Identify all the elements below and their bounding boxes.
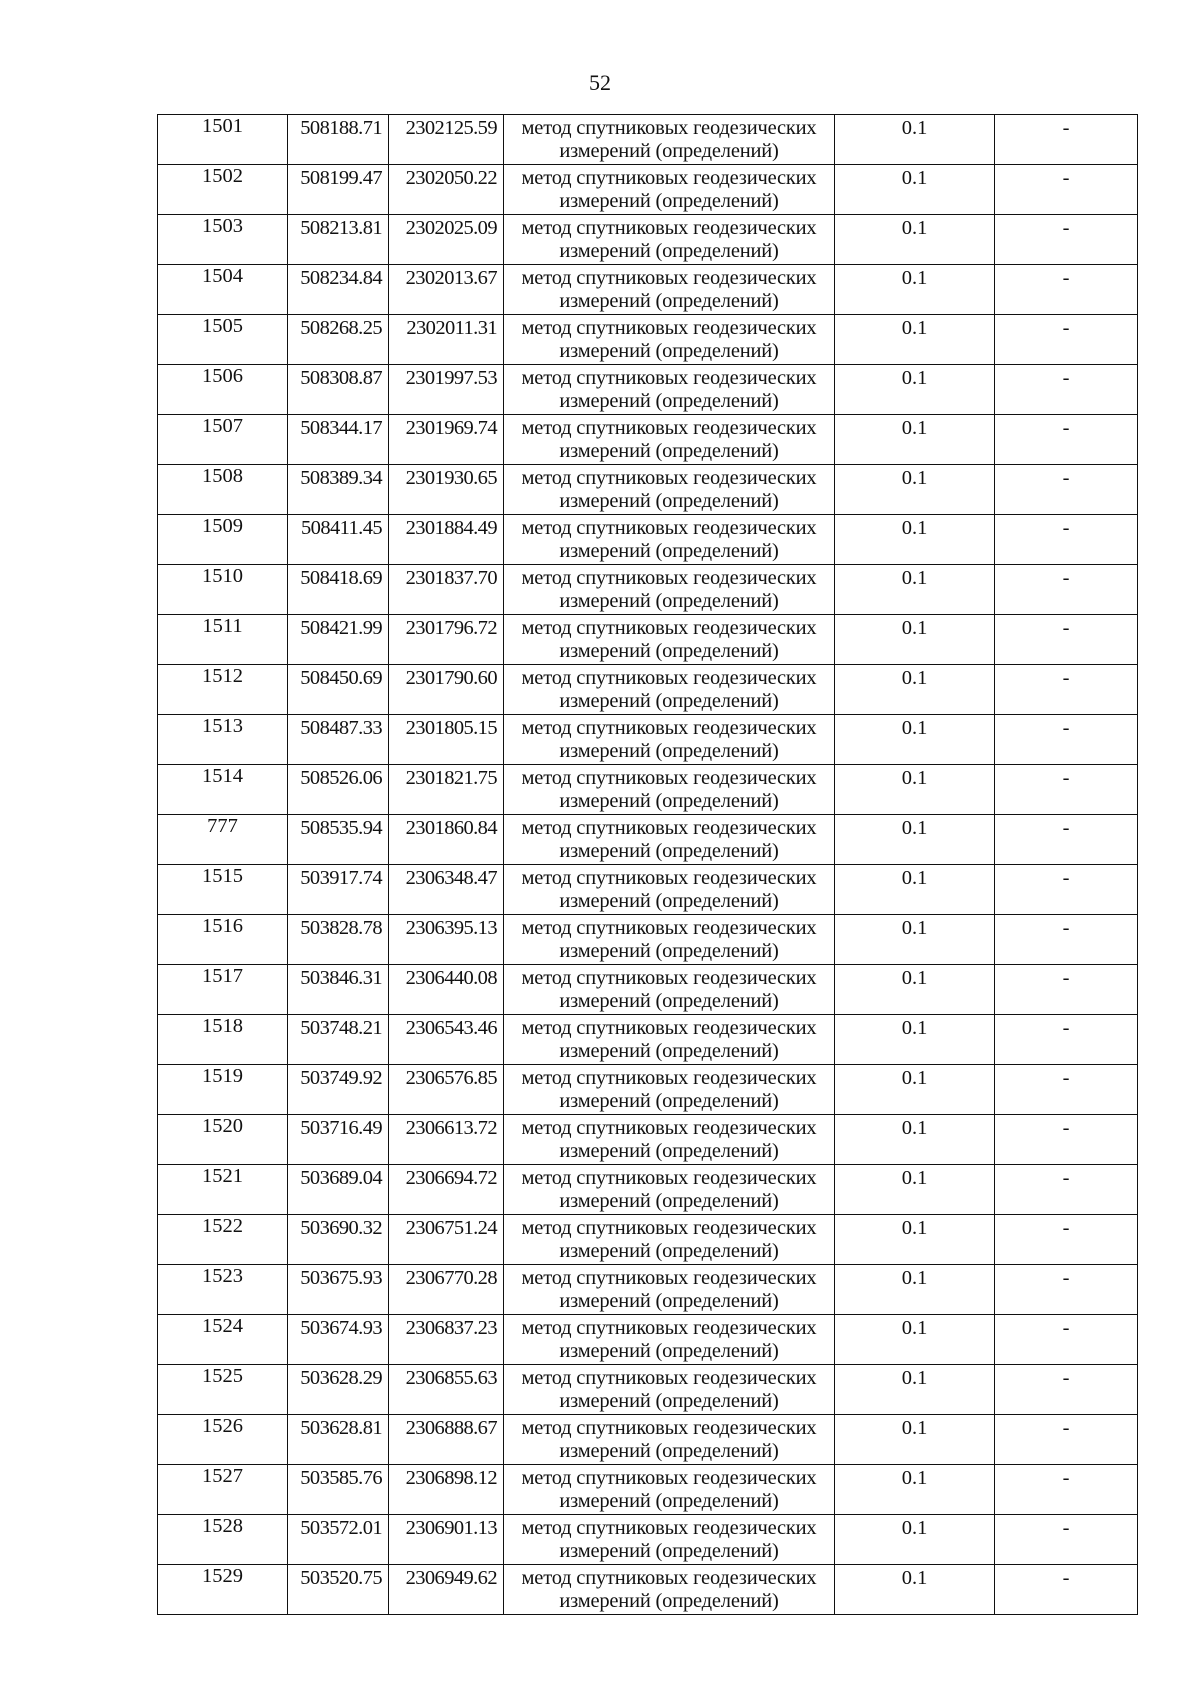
y-coordinate-cell: 2306855.63 (389, 1365, 504, 1415)
note-cell: - (995, 1165, 1138, 1215)
method-cell (504, 615, 835, 665)
method-cell (504, 465, 835, 515)
x-coordinate-cell: 503749.92 (288, 1065, 389, 1115)
method-cell (504, 115, 835, 165)
point-number-cell: 1507 (158, 415, 288, 465)
method-cell (504, 665, 835, 715)
x-coordinate-cell: 508421.99 (288, 615, 389, 665)
note-cell: - (995, 565, 1138, 615)
method-line-2: измерений (определений) (559, 1140, 779, 1162)
point-number-cell: 1510 (158, 565, 288, 615)
point-number-cell: 1509 (158, 515, 288, 565)
method-cell (504, 915, 835, 965)
y-coordinate-cell: 2306440.08 (389, 965, 504, 1015)
accuracy-cell: 0.1 (835, 1315, 995, 1365)
y-coordinate-cell: 2306751.24 (389, 1215, 504, 1265)
method-cell (504, 815, 835, 865)
table-row (158, 1215, 1138, 1265)
method-line-2: измерений (определений) (559, 690, 779, 712)
table-row (158, 1015, 1138, 1065)
y-coordinate-cell: 2306395.13 (389, 915, 504, 965)
method-line-1: метод спутниковых геодезических (521, 167, 817, 189)
method-line-1: метод спутниковых геодезических (521, 717, 817, 739)
y-coordinate-cell: 2306576.85 (389, 1065, 504, 1115)
note-cell: - (995, 265, 1138, 315)
x-coordinate-cell: 503689.04 (288, 1165, 389, 1215)
note-cell: - (995, 815, 1138, 865)
method-cell (504, 1365, 835, 1415)
method-line-1: метод спутниковых геодезических (521, 1417, 817, 1439)
x-coordinate-cell: 503716.49 (288, 1115, 389, 1165)
table-row (158, 515, 1138, 565)
note-cell: - (995, 965, 1138, 1015)
method-line-2: измерений (определений) (559, 1340, 779, 1362)
point-number-cell: 1527 (158, 1465, 288, 1515)
accuracy-cell: 0.1 (835, 615, 995, 665)
x-coordinate-cell: 503690.32 (288, 1215, 389, 1265)
x-coordinate-cell: 508418.69 (288, 565, 389, 615)
accuracy-cell: 0.1 (835, 1015, 995, 1065)
table-row (158, 1065, 1138, 1115)
method-cell (504, 1315, 835, 1365)
table-row (158, 1465, 1138, 1515)
y-coordinate-cell: 2306949.62 (389, 1565, 504, 1615)
coordinates-table (157, 114, 1138, 1615)
table-row (158, 465, 1138, 515)
accuracy-cell: 0.1 (835, 365, 995, 415)
method-line-1: метод спутниковых геодезических (521, 1017, 817, 1039)
table-row (158, 365, 1138, 415)
method-line-2: измерений (определений) (559, 1240, 779, 1262)
method-line-2: измерений (определений) (559, 1040, 779, 1062)
method-line-2: измерений (определений) (559, 1090, 779, 1112)
table-row (158, 1165, 1138, 1215)
method-line-2: измерений (определений) (559, 340, 779, 362)
x-coordinate-cell: 503520.75 (288, 1565, 389, 1615)
point-number-cell: 1517 (158, 965, 288, 1015)
x-coordinate-cell: 508450.69 (288, 665, 389, 715)
table-row (158, 1565, 1138, 1615)
method-line-2: измерений (определений) (559, 890, 779, 912)
accuracy-cell: 0.1 (835, 1365, 995, 1415)
accuracy-cell: 0.1 (835, 1115, 995, 1165)
note-cell: - (995, 1265, 1138, 1315)
method-cell (504, 165, 835, 215)
method-cell (504, 965, 835, 1015)
x-coordinate-cell: 508411.45 (288, 515, 389, 565)
point-number-cell: 1516 (158, 915, 288, 965)
point-number-cell: 1519 (158, 1065, 288, 1115)
y-coordinate-cell: 2301790.60 (389, 665, 504, 715)
method-line-1: метод спутниковых геодезических (521, 267, 817, 289)
method-line-1: метод спутниковых геодезических (521, 767, 817, 789)
point-number-cell: 1501 (158, 115, 288, 165)
table-row (158, 1115, 1138, 1165)
method-line-2: измерений (определений) (559, 1590, 779, 1612)
note-cell: - (995, 1315, 1138, 1365)
y-coordinate-cell: 2306888.67 (389, 1415, 504, 1465)
x-coordinate-cell: 508535.94 (288, 815, 389, 865)
method-line-2: измерений (определений) (559, 590, 779, 612)
x-coordinate-cell: 503828.78 (288, 915, 389, 965)
accuracy-cell: 0.1 (835, 665, 995, 715)
method-line-1: метод спутниковых геодезических (521, 917, 817, 939)
table-row (158, 115, 1138, 165)
accuracy-cell: 0.1 (835, 1515, 995, 1565)
point-number-cell: 1514 (158, 765, 288, 815)
point-number-cell: 1521 (158, 1165, 288, 1215)
y-coordinate-cell: 2306837.23 (389, 1315, 504, 1365)
point-number-cell: 1520 (158, 1115, 288, 1165)
method-line-1: метод спутниковых геодезических (521, 1517, 817, 1539)
x-coordinate-cell: 508487.33 (288, 715, 389, 765)
method-line-2: измерений (определений) (559, 990, 779, 1012)
point-number-cell: 1528 (158, 1515, 288, 1565)
note-cell: - (995, 515, 1138, 565)
method-cell (504, 865, 835, 915)
note-cell: - (995, 765, 1138, 815)
method-line-2: измерений (определений) (559, 790, 779, 812)
x-coordinate-cell: 508389.34 (288, 465, 389, 515)
accuracy-cell: 0.1 (835, 965, 995, 1015)
y-coordinate-cell: 2302013.67 (389, 265, 504, 315)
table-row (158, 665, 1138, 715)
y-coordinate-cell: 2302011.31 (389, 315, 504, 365)
method-line-1: метод спутниковых геодезических (521, 217, 817, 239)
method-line-1: метод спутниковых геодезических (521, 1167, 817, 1189)
y-coordinate-cell: 2301821.75 (389, 765, 504, 815)
method-cell (504, 1415, 835, 1465)
method-line-2: измерений (определений) (559, 840, 779, 862)
method-line-1: метод спутниковых геодезических (521, 1567, 817, 1589)
note-cell: - (995, 1065, 1138, 1115)
method-line-2: измерений (определений) (559, 640, 779, 662)
method-cell (504, 415, 835, 465)
point-number-cell: 1522 (158, 1215, 288, 1265)
y-coordinate-cell: 2306770.28 (389, 1265, 504, 1315)
x-coordinate-cell: 508188.71 (288, 115, 389, 165)
point-number-cell: 1505 (158, 315, 288, 365)
y-coordinate-cell: 2301884.49 (389, 515, 504, 565)
note-cell: - (995, 465, 1138, 515)
note-cell: - (995, 415, 1138, 465)
method-line-2: измерений (определений) (559, 140, 779, 162)
method-line-1: метод спутниковых геодезических (521, 567, 817, 589)
note-cell: - (995, 615, 1138, 665)
accuracy-cell: 0.1 (835, 1415, 995, 1465)
accuracy-cell: 0.1 (835, 1065, 995, 1115)
method-line-2: измерений (определений) (559, 490, 779, 512)
method-cell (504, 1065, 835, 1115)
point-number-cell: 1523 (158, 1265, 288, 1315)
point-number-cell: 1508 (158, 465, 288, 515)
accuracy-cell: 0.1 (835, 565, 995, 615)
table-row (158, 765, 1138, 815)
method-cell (504, 515, 835, 565)
accuracy-cell: 0.1 (835, 1215, 995, 1265)
table-row (158, 915, 1138, 965)
note-cell: - (995, 715, 1138, 765)
accuracy-cell: 0.1 (835, 265, 995, 315)
x-coordinate-cell: 508526.06 (288, 765, 389, 815)
method-cell (504, 1265, 835, 1315)
method-line-1: метод спутниковых геодезических (521, 1267, 817, 1289)
table-row (158, 615, 1138, 665)
accuracy-cell: 0.1 (835, 515, 995, 565)
table-row (158, 715, 1138, 765)
point-number-cell: 1511 (158, 615, 288, 665)
method-cell (504, 365, 835, 415)
method-cell (504, 315, 835, 365)
method-line-1: метод спутниковых геодезических (521, 817, 817, 839)
x-coordinate-cell: 503675.93 (288, 1265, 389, 1315)
note-cell: - (995, 215, 1138, 265)
note-cell: - (995, 1365, 1138, 1415)
method-line-2: измерений (определений) (559, 1490, 779, 1512)
accuracy-cell: 0.1 (835, 215, 995, 265)
method-line-2: измерений (определений) (559, 1440, 779, 1462)
note-cell: - (995, 315, 1138, 365)
y-coordinate-cell: 2301930.65 (389, 465, 504, 515)
table-row (158, 1315, 1138, 1365)
accuracy-cell: 0.1 (835, 765, 995, 815)
table-row (158, 415, 1138, 465)
y-coordinate-cell: 2306613.72 (389, 1115, 504, 1165)
x-coordinate-cell: 503572.01 (288, 1515, 389, 1565)
x-coordinate-cell: 503674.93 (288, 1315, 389, 1365)
method-line-2: измерений (определений) (559, 1390, 779, 1412)
table-body (158, 115, 1138, 1615)
method-line-1: метод спутниковых геодезических (521, 667, 817, 689)
point-number-cell: 1504 (158, 265, 288, 315)
method-line-1: метод спутниковых геодезических (521, 117, 817, 139)
table-row (158, 1515, 1138, 1565)
note-cell: - (995, 1515, 1138, 1565)
note-cell: - (995, 665, 1138, 715)
x-coordinate-cell: 508308.87 (288, 365, 389, 415)
note-cell: - (995, 165, 1138, 215)
point-number-cell: 1513 (158, 715, 288, 765)
method-line-1: метод спутниковых геодезических (521, 867, 817, 889)
y-coordinate-cell: 2306348.47 (389, 865, 504, 915)
x-coordinate-cell: 503628.29 (288, 1365, 389, 1415)
x-coordinate-cell: 508268.25 (288, 315, 389, 365)
method-cell (504, 565, 835, 615)
point-number-cell: 1518 (158, 1015, 288, 1065)
accuracy-cell: 0.1 (835, 715, 995, 765)
method-line-2: измерений (определений) (559, 390, 779, 412)
method-cell (504, 1015, 835, 1065)
method-line-1: метод спутниковых геодезических (521, 1117, 817, 1139)
table-row (158, 265, 1138, 315)
method-line-2: измерений (определений) (559, 190, 779, 212)
y-coordinate-cell: 2302025.09 (389, 215, 504, 265)
method-cell (504, 1565, 835, 1615)
point-number-cell: 777 (158, 815, 288, 865)
table-row (158, 165, 1138, 215)
method-line-2: измерений (определений) (559, 240, 779, 262)
y-coordinate-cell: 2301837.70 (389, 565, 504, 615)
method-line-1: метод спутниковых геодезических (521, 1467, 817, 1489)
method-cell (504, 265, 835, 315)
point-number-cell: 1524 (158, 1315, 288, 1365)
note-cell: - (995, 1565, 1138, 1615)
table-row (158, 815, 1138, 865)
note-cell: - (995, 1115, 1138, 1165)
table-row (158, 315, 1138, 365)
method-line-2: измерений (определений) (559, 540, 779, 562)
method-line-1: метод спутниковых геодезических (521, 1367, 817, 1389)
accuracy-cell: 0.1 (835, 315, 995, 365)
table-row (158, 1265, 1138, 1315)
y-coordinate-cell: 2306898.12 (389, 1465, 504, 1515)
method-line-2: измерений (определений) (559, 1290, 779, 1312)
method-line-1: метод спутниковых геодезических (521, 1317, 817, 1339)
method-line-1: метод спутниковых геодезических (521, 1217, 817, 1239)
x-coordinate-cell: 503628.81 (288, 1415, 389, 1465)
method-cell (504, 1115, 835, 1165)
accuracy-cell: 0.1 (835, 415, 995, 465)
accuracy-cell: 0.1 (835, 1165, 995, 1215)
x-coordinate-cell: 503748.21 (288, 1015, 389, 1065)
y-coordinate-cell: 2306694.72 (389, 1165, 504, 1215)
accuracy-cell: 0.1 (835, 165, 995, 215)
x-coordinate-cell: 503585.76 (288, 1465, 389, 1515)
x-coordinate-cell: 508344.17 (288, 415, 389, 465)
method-cell (504, 1215, 835, 1265)
x-coordinate-cell: 503846.31 (288, 965, 389, 1015)
method-line-1: метод спутниковых геодезических (521, 517, 817, 539)
method-line-2: измерений (определений) (559, 290, 779, 312)
method-line-1: метод спутниковых геодезических (521, 1067, 817, 1089)
point-number-cell: 1526 (158, 1415, 288, 1465)
method-line-2: измерений (определений) (559, 940, 779, 962)
y-coordinate-cell: 2301796.72 (389, 615, 504, 665)
y-coordinate-cell: 2301860.84 (389, 815, 504, 865)
accuracy-cell: 0.1 (835, 1565, 995, 1615)
accuracy-cell: 0.1 (835, 915, 995, 965)
point-number-cell: 1512 (158, 665, 288, 715)
method-cell (504, 215, 835, 265)
point-number-cell: 1503 (158, 215, 288, 265)
y-coordinate-cell: 2301969.74 (389, 415, 504, 465)
accuracy-cell: 0.1 (835, 865, 995, 915)
accuracy-cell: 0.1 (835, 815, 995, 865)
method-line-2: измерений (определений) (559, 440, 779, 462)
method-cell (504, 715, 835, 765)
y-coordinate-cell: 2302050.22 (389, 165, 504, 215)
method-cell (504, 1515, 835, 1565)
y-coordinate-cell: 2301805.15 (389, 715, 504, 765)
page-number: 52 (589, 70, 611, 95)
method-line-1: метод спутниковых геодезических (521, 467, 817, 489)
y-coordinate-cell: 2302125.59 (389, 115, 504, 165)
method-line-2: измерений (определений) (559, 740, 779, 762)
x-coordinate-cell: 508213.81 (288, 215, 389, 265)
point-number-cell: 1502 (158, 165, 288, 215)
point-number-cell: 1525 (158, 1365, 288, 1415)
note-cell: - (995, 1215, 1138, 1265)
table-row (158, 215, 1138, 265)
method-line-1: метод спутниковых геодезических (521, 967, 817, 989)
method-line-1: метод спутниковых геодезических (521, 367, 817, 389)
x-coordinate-cell: 503917.74 (288, 865, 389, 915)
note-cell: - (995, 1415, 1138, 1465)
table-row (158, 1415, 1138, 1465)
note-cell: - (995, 865, 1138, 915)
method-cell (504, 1465, 835, 1515)
method-cell (504, 1165, 835, 1215)
accuracy-cell: 0.1 (835, 1465, 995, 1515)
note-cell: - (995, 115, 1138, 165)
note-cell: - (995, 915, 1138, 965)
point-number-cell: 1506 (158, 365, 288, 415)
note-cell: - (995, 365, 1138, 415)
method-line-2: измерений (определений) (559, 1540, 779, 1562)
point-number-cell: 1515 (158, 865, 288, 915)
y-coordinate-cell: 2306901.13 (389, 1515, 504, 1565)
table-row (158, 865, 1138, 915)
x-coordinate-cell: 508199.47 (288, 165, 389, 215)
table-row (158, 565, 1138, 615)
note-cell: - (995, 1015, 1138, 1065)
table-row (158, 965, 1138, 1015)
note-cell: - (995, 1465, 1138, 1515)
accuracy-cell: 0.1 (835, 465, 995, 515)
x-coordinate-cell: 508234.84 (288, 265, 389, 315)
method-line-2: измерений (определений) (559, 1190, 779, 1212)
method-line-1: метод спутниковых геодезических (521, 417, 817, 439)
table-row (158, 1365, 1138, 1415)
accuracy-cell: 0.1 (835, 115, 995, 165)
method-cell (504, 765, 835, 815)
method-line-1: метод спутниковых геодезических (521, 317, 817, 339)
y-coordinate-cell: 2301997.53 (389, 365, 504, 415)
y-coordinate-cell: 2306543.46 (389, 1015, 504, 1065)
point-number-cell: 1529 (158, 1565, 288, 1615)
method-line-1: метод спутниковых геодезических (521, 617, 817, 639)
accuracy-cell: 0.1 (835, 1265, 995, 1315)
